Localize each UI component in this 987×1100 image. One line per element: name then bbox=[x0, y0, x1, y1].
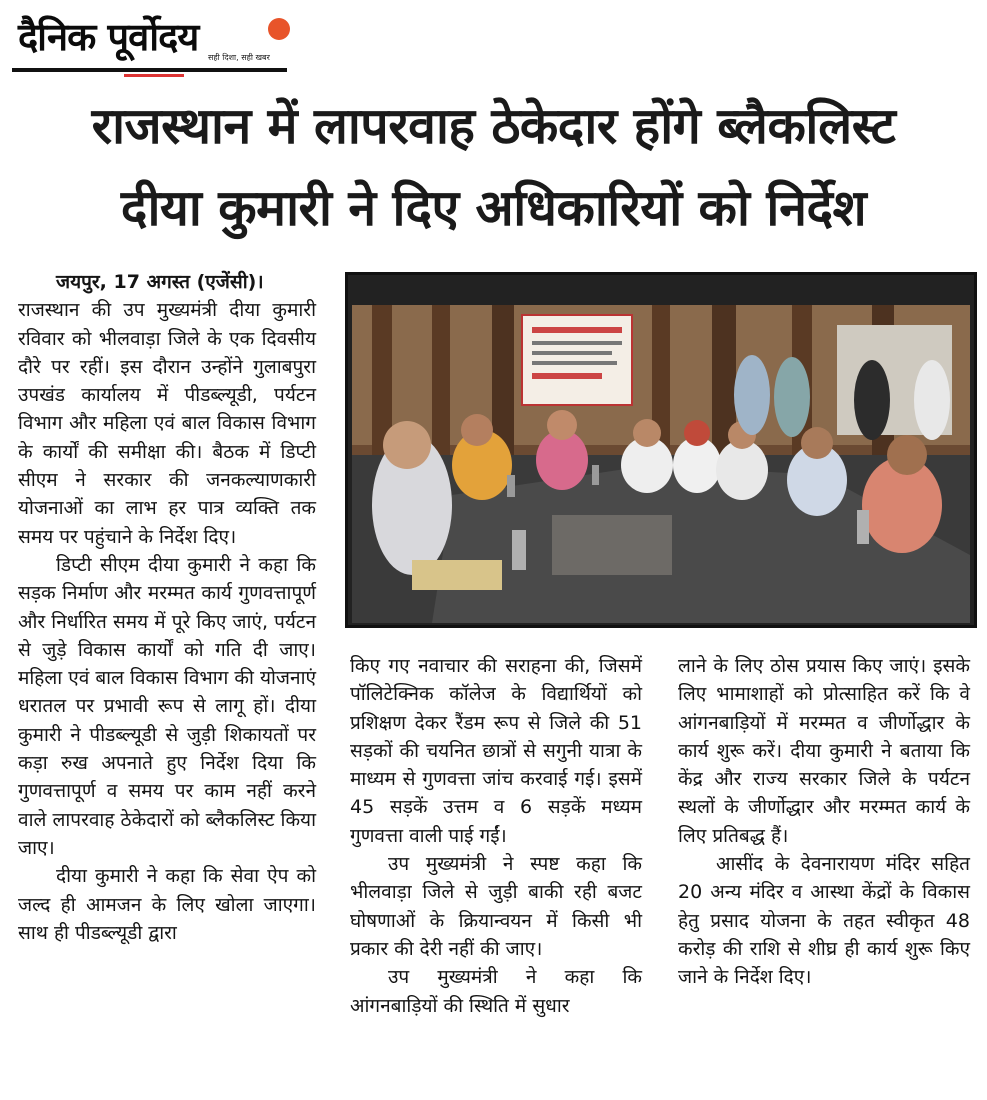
dateline: जयपुर, 17 अगस्त (एजेंसी)। bbox=[56, 271, 264, 293]
masthead-rule bbox=[12, 68, 287, 72]
headline-line-1: राजस्थान में लापरवाह ठेकेदार होंगे ब्लैकलिस्ट bbox=[91, 97, 896, 155]
article-paragraph-5-start: उप मुख्यमंत्री ने कहा कि आंगनबाड़ियों की स्थिति में सुधार bbox=[350, 966, 642, 1017]
article-paragraph-2: डिप्टी सीएम दीया कुमारी ने कहा कि सड़क निर्माण और मरम्मत कार्य गुणवत्तापूर्ण और निर्धारित समय में पूरे किए जाएं, पर्यटन से जुड़े विकास कार्यों को गति दी जाए। महिला एवं बाल विकास विभाग की योजनाएं धरातल पर प्रभावी रूप से लागू हों। दीया कुमारी ने पीडब्ल्यूडी से जुड़ी शिकायतों पर कड़ा रुख अपनाते हुए निर्देश दिया कि गुणवत्तापूर्ण व समय पर काम नहीं करने वाले लापरवाह ठेकेदारों को ब्लैकलिस्ट किया जाए। bbox=[18, 553, 316, 859]
masthead bbox=[12, 6, 287, 72]
headline-line-2: दीया कुमारी ने दिए अधिकारियों को निर्देश bbox=[120, 179, 867, 237]
article-paragraph-1: राजस्थान की उप मुख्यमंत्री दीया कुमारी रविवार को भीलवाड़ा जिले के एक दिवसीय दौरे पर रहीं। इस दौरान उन्होंने गुलाबपुरा उपखंड कार्यालय में पीडब्ल्यूडी, पर्यटन विभाग और महिला एवं बाल विकास विभाग के कार्यों की समीक्षा की। बैठक में डिप्टी सीएम ने सरकार की जनकल्याणकारी योजनाओं का लाभ हर पात्र व्यक्ति तक समय पर पहुंचाने के निर्देश दिए। bbox=[18, 299, 316, 548]
article-paragraph-3-start: दीया कुमारी ने कहा कि सेवा ऐप को जल्द ही आमजन के लिए खोला जाएगा। साथ ही पीडब्ल्यूडी द्वारा bbox=[18, 865, 316, 944]
logo-sun-icon bbox=[268, 18, 290, 40]
news-photo bbox=[345, 272, 977, 628]
meeting-photo-illustration bbox=[352, 305, 970, 623]
article-paragraph-6: आसींद के देवनारायण मंदिर सहित 20 अन्य मंदिर व आस्था केंद्रों के विकास हेतु प्रसाद योजना के तहत स्वीकृत 48 करोड़ की राशि से शीघ्र ही कार्य शुरू किए जाने के निर्देश दिए। bbox=[678, 853, 970, 989]
article-column-3 bbox=[678, 652, 970, 992]
article-column-1 bbox=[18, 268, 316, 947]
article-paragraph-5-cont: लाने के लिए ठोस प्रयास किए जाएं। इसके लिए भामाशाहों को प्रोत्साहित करें कि वे आंगनबाड़ियों में मरम्मत व जीर्णोद्धार के कार्य शुरू करें। दीया कुमारी ने बताया कि केंद्र और राज्य सरकार जिले के पर्यटन स्थलों के जीर्णोद्धार और मरम्मत कार्य के लिए प्रतिबद्ध हैं। bbox=[678, 655, 970, 847]
masthead-accent-rule bbox=[124, 74, 184, 77]
newspaper-logo: दैनिक पूर्वोदय bbox=[18, 15, 199, 59]
article-paragraph-4: उप मुख्यमंत्री ने स्पष्ट कहा कि भीलवाड़ा जिले से जुड़ी बाकी रही बजट घोषणाओं के क्रियान्वयन में किसी भी प्रकार की देरी नहीं की जाए। bbox=[350, 853, 642, 960]
article-paragraph-3-cont: किए गए नवाचार की सराहना की, जिसमें पॉलिटेक्निक कॉलेज के विद्यार्थियों को प्रशिक्षण देकर रैंडम रूप से जिले की 51 सड़कों की चयनित छात्रों से सगुनी यात्रा के माध्यम से गुणवत्ता जांच करवाई गई। इसमें 45 सड़कें उत्तम व 6 सड़कें मध्यम गुणवत्ता वाली पाई गईं। bbox=[350, 655, 642, 847]
masthead-tagline: सही दिशा, सही खबर bbox=[208, 53, 270, 62]
article-column-2 bbox=[350, 652, 642, 1020]
